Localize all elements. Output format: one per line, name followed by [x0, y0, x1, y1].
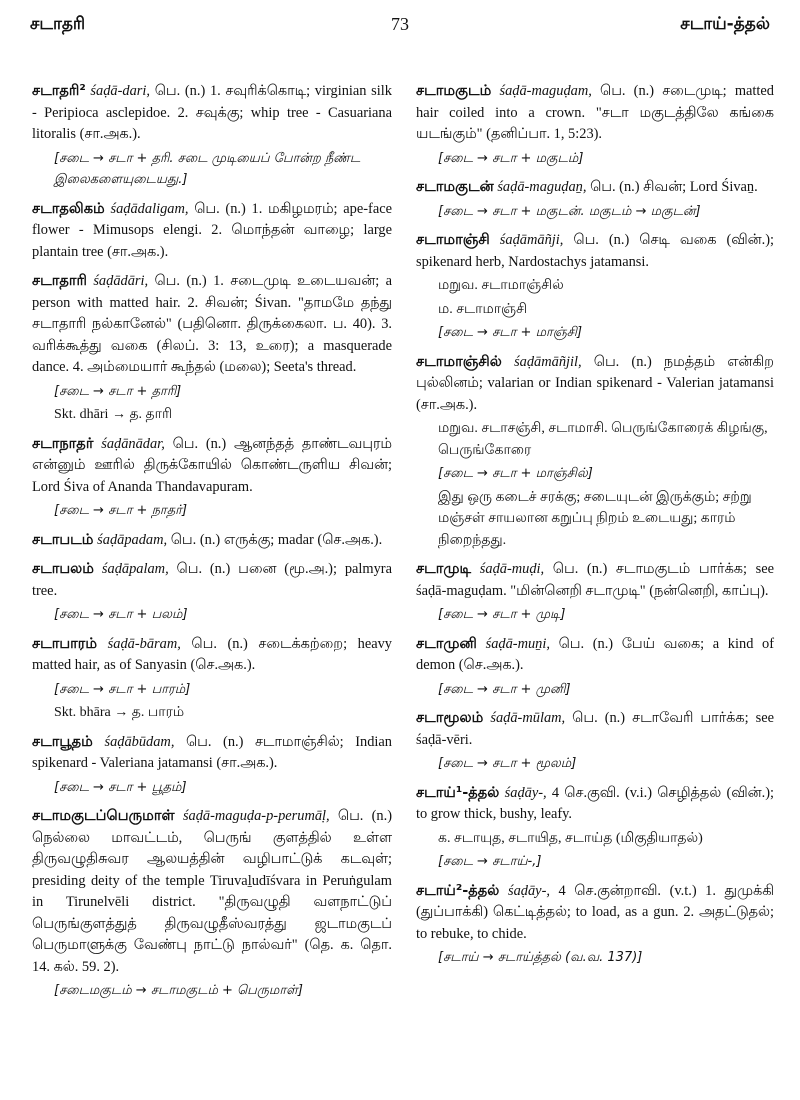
- entry-definition: [416, 782, 774, 826]
- entry-body: பெ. (n.) சடாமாஞ்சில்; Indian spikenard - Valeriana jatamansi (சா.அக.).: [32, 733, 392, 771]
- entry-transliteration: śaḍānādar,: [101, 435, 165, 452]
- left-column: [32, 80, 392, 1009]
- entry-definition: [416, 176, 774, 199]
- entry-body: பெ. (n.) சடாவேரி பார்க்க; see śaḍā-vēri.: [416, 710, 774, 748]
- entry-transliteration: śaḍādaligam,: [110, 200, 189, 217]
- entry-headword: சடாதரி²: [32, 82, 86, 99]
- entry-definition: [416, 80, 774, 146]
- entry-body: பெ. (n.) நெல்லை மாவட்டம், பெருங் குளத்தில் உள்ள திருவழுதிசுவர ஆலயத்தின் வழிபாட்டுக் கடவுள்; presiding deity of the temple Tiruvaḻudīśvara in Peruṅgulam in Tirunelvēli district. "திருவழுதி வளநாட்டுப் பெருங்குளத்துத் திருவழுதீஸ்வரத்து ஜடாமகுடப் பெருமாளுக்கு வேண்பு நாட்டு நால்வர்" (தெ. க. தொ. 14. கல். 59. 2).: [32, 808, 392, 975]
- dictionary-entry: [32, 529, 392, 552]
- entry-definition: [416, 229, 774, 273]
- entry-headword: சடாமுனி: [416, 634, 477, 652]
- entry-etymology: [சடை → சடா + நாதர்]: [54, 503, 188, 518]
- entry-definition: [32, 529, 392, 552]
- entry-etymology: [சடை → சடா + மகுடன். மகுடம் → மகுடன்]: [438, 203, 701, 219]
- dictionary-entry: [416, 351, 774, 552]
- entry-etymology: [சடை → சடா + பலம்]: [54, 607, 188, 622]
- entry-body: பெ. (n.) சடாமகுடம் பார்க்க; see śaḍā-maguḍam. "மின்னெறி சடாமுடி" (நன்னெறி, காப்பு).: [416, 561, 774, 599]
- entry-etymology: [சடை → சடா + மூலம்]: [438, 756, 577, 771]
- entry-headword: சடாமாஞ்சி: [416, 231, 490, 248]
- entry-definition: [32, 198, 392, 264]
- entry-transliteration: śaḍāmāñjil,: [514, 353, 582, 370]
- entry-etymology: [சடை → சடா + தாரி]: [54, 383, 182, 399]
- entry-etymology: [சடை → சடா + மாஞ்சி]: [438, 325, 583, 340]
- entry-body: பெ. (n.) ஆனந்தத் தாண்டவபுரம் என்னும் ஊரில் திருக்கோயில் கொண்டருளிய சிவன்; Lord Śiva of Ananda Thandavapuram.: [32, 435, 392, 495]
- dictionary-entry: [32, 80, 392, 191]
- entry-etymology: [சடை → சடா + பூதம்]: [54, 779, 187, 795]
- entry-transliteration: śaḍāpadam,: [97, 531, 168, 548]
- entry-headword: சடாபலம்: [32, 560, 95, 577]
- page-number: 73: [391, 14, 409, 34]
- entry-note: மறுவ. சடாமாஞ்சில்: [438, 278, 564, 293]
- dictionary-entry: [32, 433, 392, 522]
- dictionary-entry: [416, 707, 774, 775]
- entry-note: இது ஒரு கடைச் சரக்கு; சடையுடன் இருக்கும்; சற்று மஞ்சள் சாயலான கறுப்பு நிறம் உடையது; காரம் நிறைந்தது.: [438, 489, 752, 548]
- entry-note: Skt. dhāri → த. தாரி: [54, 407, 173, 422]
- entry-headword: சடாமகுடம்: [416, 82, 492, 99]
- entry-definition: [32, 433, 392, 499]
- dictionary-entry: [416, 782, 774, 873]
- entry-transliteration: śaḍābūdam,: [104, 733, 175, 750]
- entry-note: Skt. bhāra → த. பாரம்: [54, 705, 185, 720]
- entry-transliteration: śaḍāpalam,: [101, 561, 169, 577]
- entry-transliteration: śaḍā-bāram,: [107, 635, 181, 652]
- entry-headword: சடாய்¹-த்தல்: [416, 783, 500, 801]
- entry-transliteration: śaḍāmāñji,: [499, 232, 564, 248]
- entry-headword: சடாநாதர்: [32, 434, 94, 452]
- entry-etymology: [சடைமகுடம் → சடாமகுடம் + பெருமாள்]: [54, 983, 303, 998]
- entry-headword: சடாமகுடன்: [416, 178, 494, 195]
- entry-etymology: [சடை → சடா + மகுடம்]: [438, 150, 584, 166]
- entry-headword: சடாமகுடப்பெருமாள்: [32, 807, 175, 824]
- right-column: [416, 80, 774, 976]
- running-header: [30, 6, 770, 46]
- entry-body: பெ. (n.) சடைக்கற்றை; heavy matted hair, as of Sanyasin (செ.அக.).: [32, 635, 392, 673]
- entry-headword: சடாபடம்: [32, 530, 94, 548]
- entry-etymology: [சடை → சடா + மாஞ்சில்]: [438, 466, 593, 481]
- entry-etymology: [சடை → சடா + பாரம்]: [54, 681, 191, 697]
- entry-transliteration: śaḍāy-,: [504, 784, 547, 801]
- entry-body: பெ. (n.) 1. சவுரிக்கொடி; virginian silk - Peripioca asclepidoe. 2. சவுக்கு; whip tree - Casuariana litoralis (சா.அக.).: [32, 83, 392, 142]
- dictionary-entry: [416, 80, 774, 169]
- entry-body: 4 செ.குவி. (v.i.) செழித்தல் (வின்.); to grow thick, bushy, leafy.: [416, 784, 774, 822]
- entry-body: பெ. (n.) செடி வகை (வின்.); spikenard herb, Nardostachys jatamansi.: [416, 232, 774, 270]
- dictionary-entry: [32, 805, 392, 1002]
- entry-definition: [32, 805, 392, 978]
- entry-headword: சடாபூதம்: [32, 732, 93, 750]
- entry-definition: [32, 80, 392, 146]
- entry-body: பெ. (n.) சடைமுடி; matted hair coiled into a crown. "சடா மகுடத்திலே கங்கை யடங்கும்" (தனிப்பா. 1, 5:23).: [416, 83, 774, 142]
- dictionary-entry: [32, 731, 392, 799]
- entry-definition: [416, 880, 774, 946]
- entry-transliteration: śaḍā-muṉi,: [485, 635, 550, 652]
- dictionary-entry: [416, 558, 774, 626]
- header-left-guideword: சடாதரி: [30, 14, 86, 34]
- entry-transliteration: śaḍā-mūlam,: [490, 710, 566, 726]
- dictionary-entry: [32, 633, 392, 724]
- entry-note: மறுவ. சடாசஞ்சி, சடாமாசி. பெருங்கோரைக் கிழங்கு, பெருங்கோரை: [438, 421, 768, 458]
- entry-headword: சடாய்²-த்தல்: [416, 881, 500, 899]
- entry-body: 4 செ.குன்றாவி. (v.t.) 1. துமுக்கி (துப்பாக்கி) கெட்டித்தல்; to load, as a gun. 2. அதட்டுதல்; to rebuke, to chide.: [416, 882, 774, 942]
- entry-transliteration: śaḍā-muḍi,: [479, 561, 545, 577]
- entry-definition: [32, 270, 392, 379]
- entry-headword: சடாமூலம்: [416, 709, 484, 726]
- entry-headword: சடாமுடி: [416, 560, 472, 577]
- entry-note: ம. சடாமாஞ்சி: [438, 301, 528, 317]
- entry-definition: [416, 558, 774, 602]
- dictionary-entry: [32, 558, 392, 626]
- entry-transliteration: śaḍādāri,: [93, 273, 149, 289]
- entry-etymology: [சடாய் → சடாய்த்தல் (வ.வ. 137)]: [438, 950, 643, 965]
- entry-headword: சடாபாரம்: [32, 634, 98, 652]
- dictionary-entry: [32, 198, 392, 264]
- entry-headword: சடாமாஞ்சில்: [416, 352, 502, 370]
- entry-transliteration: śaḍā-maguḍa-p-perumāḷ,: [182, 808, 330, 824]
- entry-etymology: [சடை → சடா + முடி]: [438, 607, 566, 622]
- entry-definition: [32, 633, 392, 677]
- dictionary-entry: [416, 633, 774, 701]
- entry-note: க. சடாயுத, சடாயித, சடாய்த (மிகுதியாதல்): [438, 830, 703, 846]
- entry-body: பெ. (n.) நமத்தம் என்கிற புல்லினம்; valarian or Indian spikenard - Valerian jatamansi (சா.அக.).: [416, 353, 774, 413]
- entry-body: பெ. (n.) 1. மகிழமரம்; ape-face flower - Mimusops elengi. 2. மொந்தன் வாழை; large plantain tree (சா.அக.).: [32, 200, 392, 260]
- entry-body: பெ. (n.) பனை (மூ.அ.); palmyra tree.: [32, 561, 392, 599]
- entry-etymology: [சடை → சடாய்-,]: [438, 854, 542, 869]
- entry-definition: [416, 707, 774, 751]
- entry-headword: சடாதாரி: [32, 272, 87, 289]
- entry-body: பெ. (n.) பேய் வகை; a kind of demon (செ.அக.).: [416, 635, 774, 673]
- entry-body: பெ. (n.) சிவன்; Lord Śivaṉ.: [590, 179, 758, 195]
- entry-transliteration: śaḍā-dari,: [90, 83, 150, 99]
- dictionary-entry: [416, 880, 774, 969]
- entry-definition: [416, 351, 774, 417]
- dictionary-entry: [32, 270, 392, 426]
- dictionary-entry: [416, 229, 774, 344]
- entry-transliteration: śaḍā-maguḍaṉ,: [497, 179, 587, 195]
- entry-body: பெ. (n.) 1. சடைமுடி உடையவன்; a person with matted hair. 2. சிவன்; Śivan. "தாமமே தந்து சடாதாரி நல்கானேல்" (பதினொ. திருக்கைலா. ப. 40). 3. வரிக்கூத்து வகை (சிலப். 3: 13, உரை); a masquerade dance. 4. அம்மையார் கூந்தல் (மலை); Seeta's thread.: [32, 273, 392, 375]
- entry-etymology: [சடை → சடா + தரி. சடை முடியைப் போன்ற நீண்ட இலைகளையுடையது.]: [54, 150, 361, 187]
- entry-definition: [416, 633, 774, 677]
- entry-transliteration: śaḍāy-,: [508, 882, 550, 899]
- header-right-guideword: சடாய்-த்தல்: [680, 14, 770, 34]
- entry-transliteration: śaḍā-maguḍam,: [499, 83, 592, 99]
- entry-etymology: [சடை → சடா + முனி]: [438, 681, 571, 697]
- entry-definition: [32, 558, 392, 602]
- entry-definition: [32, 731, 392, 775]
- entry-body: பெ. (n.) எருக்கு; madar (செ.அக.).: [170, 531, 383, 548]
- entry-headword: சடாதலிகம்: [32, 199, 105, 217]
- dictionary-entry: [416, 176, 774, 222]
